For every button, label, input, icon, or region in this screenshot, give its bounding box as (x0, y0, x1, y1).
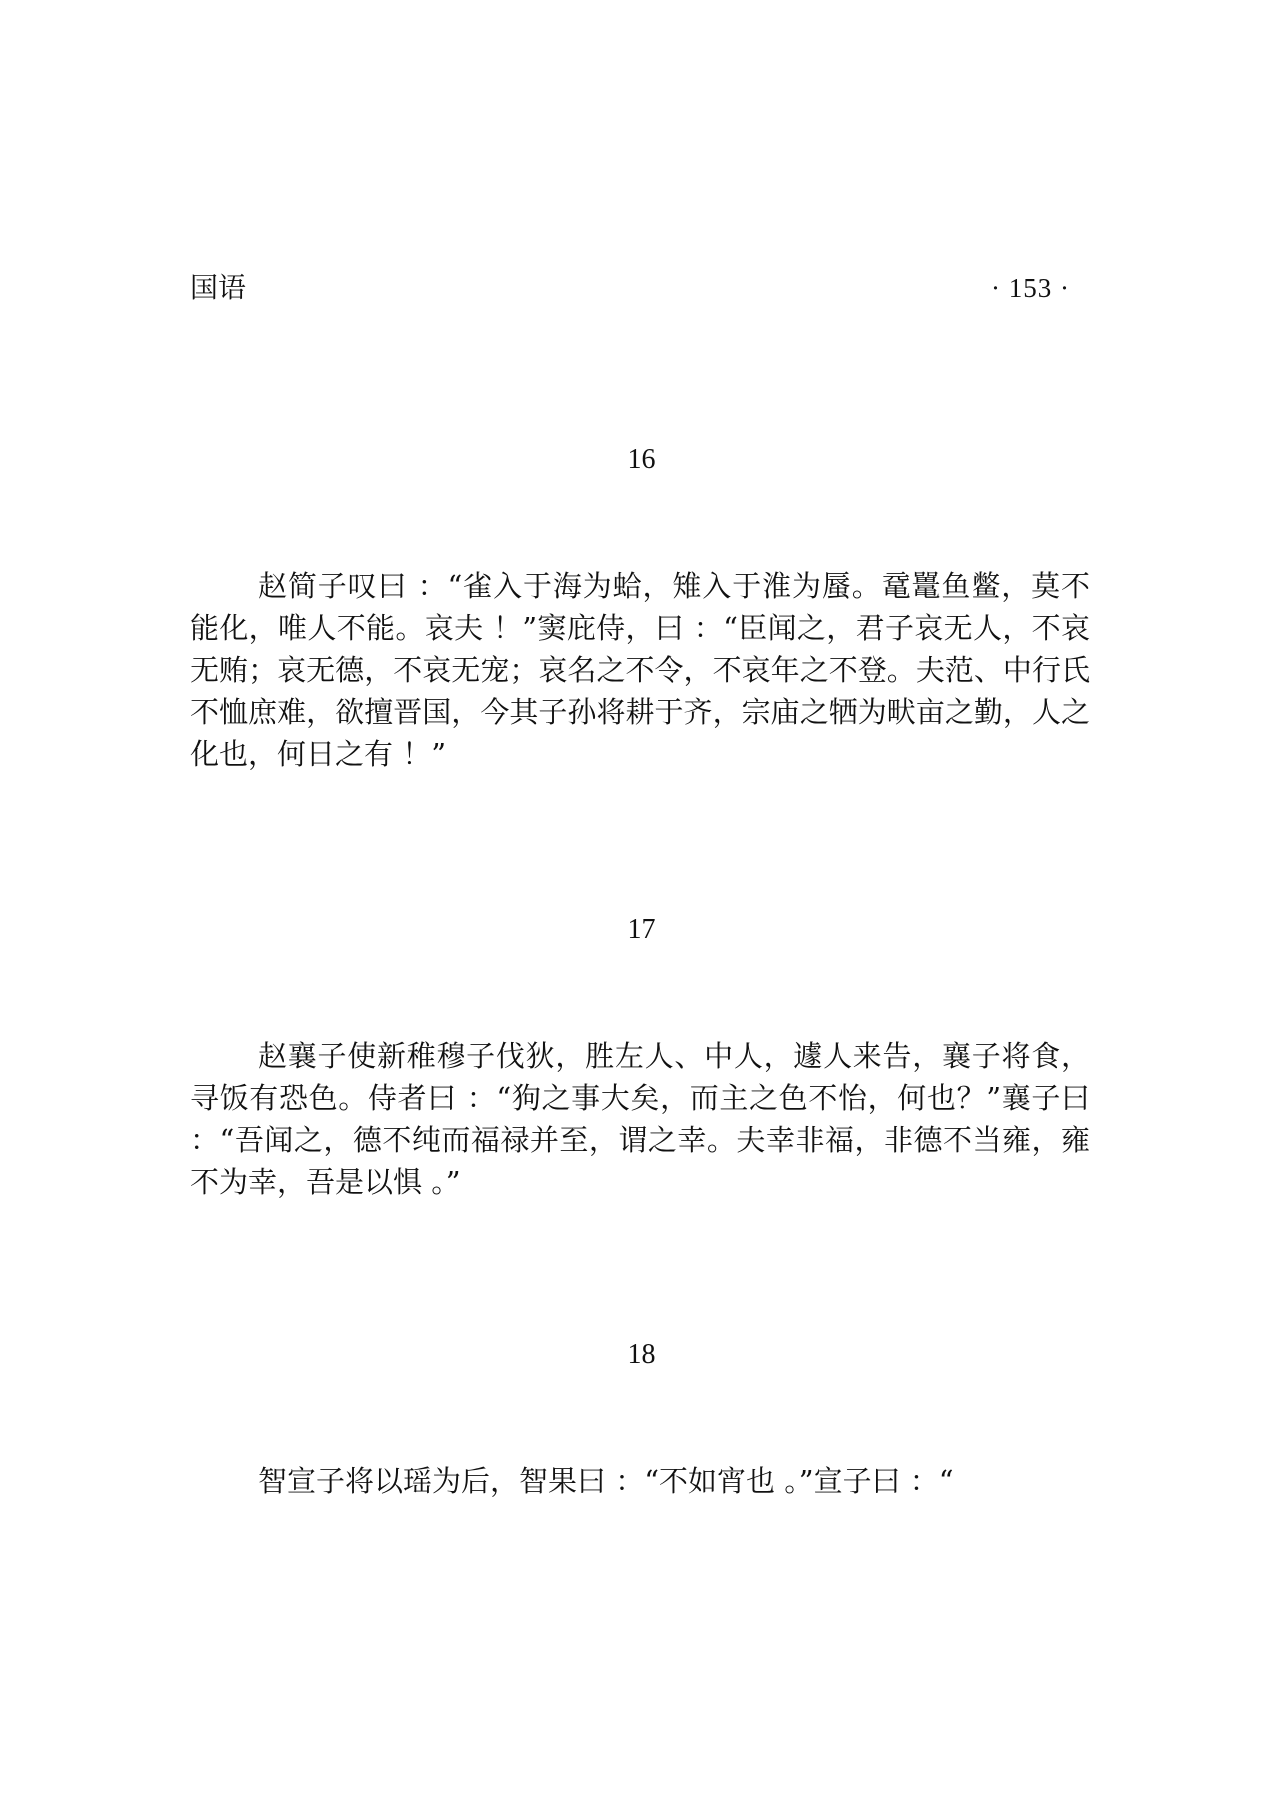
section-number-16: 16 (627, 444, 656, 475)
section-16-paragraph: 赵简子叹曰 ：“雀入于海为蛤，雉入于淮为蜃。鼋鼍鱼鳖，莫不能化，唯人不能。哀夫 ！”窦庇侍，曰 ：“臣闻之，君子哀无人，不哀无贿；哀无德，不哀无宠；哀名之不令，不哀年之不登。夫范、中行氏不恤庶难，欲擅晋国，今其子孙将耕于齐，宗庙之牺为畎亩之勤，人之化也，何日之有 ！” (190, 569, 1090, 771)
section-number-18: 18 (627, 1339, 656, 1370)
section-18-paragraph: 智宣子将以瑶为后，智果曰 ：“不如宵也 。”宣子曰 ：“ (258, 1464, 954, 1498)
book-title: 国语 (190, 271, 247, 304)
section-17-paragraph: 赵襄子使新稚穆子伐狄，胜左人、中人，遽人来告，襄子将食，寻饭有恐色。侍者曰 ：“狗之事大矣，而主之色不怡，何也？”襄子曰 ：“吾闻之，德不纯而福禄并至，谓之幸。夫幸非福，非德不当雍，雍不为幸，吾是以惧 。” (190, 1039, 1090, 1199)
running-header (190, 268, 1070, 308)
section-number-17: 17 (627, 914, 656, 945)
page-number: · 153 · (991, 273, 1070, 303)
